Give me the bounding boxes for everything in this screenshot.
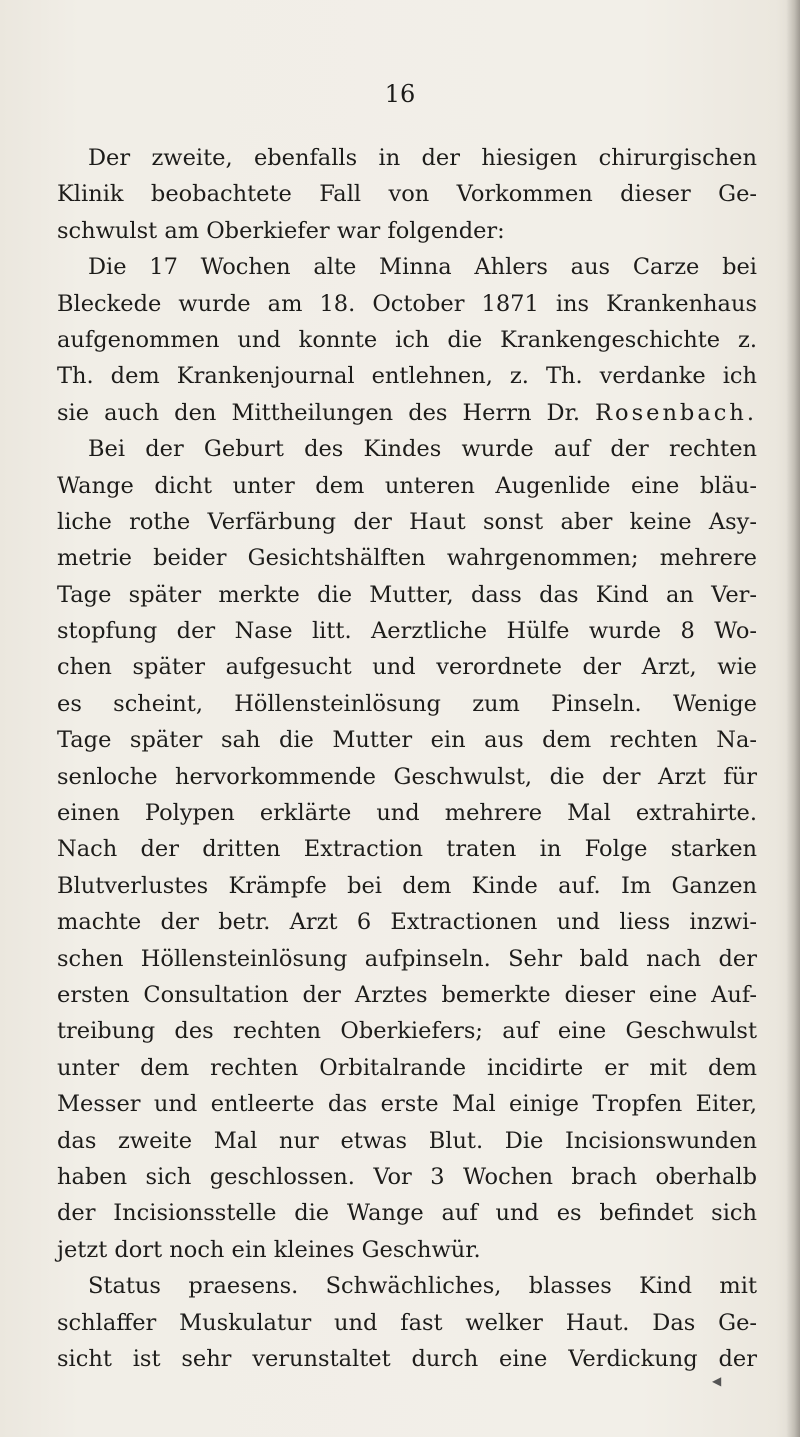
text-line: es scheint, Höllensteinlösung zum Pinseln. Wenige [57,690,757,717]
text-line-with-name [57,395,757,431]
text-line: liche rothe Verfärbung der Haut sonst aber keine Asy- [57,508,757,535]
text-line: senloche hervorkommende Geschwulst, die der Arzt für [57,763,757,790]
text-line: treibung des rechten Oberkiefers; auf eine Geschwulst [57,1018,757,1045]
text-line: Klinik beobachtete Fall von Vorkommen dieser Ge- [57,181,757,208]
text-line: Th. dem Krankenjournal entlehnen, z. Th. verdanke ich [57,363,757,390]
text-line-part: sie auch den Mittheilungen des Herrn Dr. [57,399,581,426]
text-line: Bleckede wurde am 18. October 1871 ins Krankenhaus [57,290,757,317]
text-line: schlaffer Muskulatur und fast welker Haut. Das Ge- [57,1309,757,1336]
text-line: Der zweite, ebenfalls in der hiesigen chirurgischen [88,145,757,171]
text-line: schen Höllensteinlösung aufpinseln. Sehr bald nach der [57,945,757,972]
text-line: aufgenommen und konnte ich die Krankengeschichte z. [57,326,757,353]
page-edge-shadow [786,0,800,1437]
text-line: unter dem rechten Orbitalrande incidirte er mit dem [57,1054,757,1081]
person-name-rosenbach: Rosenbach. [595,399,757,426]
text-line: sicht ist sehr verunstaltet durch eine Verdickung der [57,1345,757,1372]
text-line: machte der betr. Arzt 6 Extractionen und liess inzwi- [57,909,757,936]
text-line: Blutverlustes Krämpfe bei dem Kinde auf. Im Ganzen [57,872,757,899]
text-line: der Incisionsstelle die Wange auf und es befindet sich [57,1200,757,1227]
text-line: Tage später merkte die Mutter, dass das Kind an Ver- [57,581,757,608]
text-line: Wange dicht unter dem unteren Augenlide eine bläu- [57,472,757,499]
text-line: metrie beider Gesichtshälften wahrgenommen; mehrere [57,545,757,572]
text-line: Die 17 Wochen alte Minna Ahlers aus Carze bei [88,254,757,281]
text-line: schwulst am Oberkiefer war folgender: [57,217,505,244]
text-line: Messer und entleerte das erste Mal einige Tropfen Eiter, [57,1091,757,1118]
text-line: Status praesens. Schwächliches, blasses Kind mit [88,1273,757,1300]
text-line: Bei der Geburt des Kindes wurde auf der rechten [88,436,757,463]
text-line: einen Polypen erklärte und mehrere Mal extrahirte. [57,800,757,827]
text-line: haben sich geschlossen. Vor 3 Wochen brach oberhalb [57,1163,757,1190]
page-number: 16 [384,80,416,108]
text-line: stopfung der Nase litt. Aerztliche Hülfe wurde 8 Wo- [57,618,757,645]
text-line: jetzt dort noch ein kleines Geschwür. [57,1236,481,1263]
print-mark: ◀ [712,1374,722,1388]
text-line: ersten Consultation der Arztes bemerkte dieser eine Auf- [57,981,757,1008]
text-line: das zweite Mal nur etwas Blut. Die Incisionswunden [57,1127,757,1154]
text-line: Tage später sah die Mutter ein aus dem rechten Na- [57,727,757,754]
body-text [57,140,757,1377]
text-line: Nach der dritten Extraction traten in Folge starken [57,836,757,863]
text-line: chen später aufgesucht und verordnete der Arzt, wie [57,654,757,681]
